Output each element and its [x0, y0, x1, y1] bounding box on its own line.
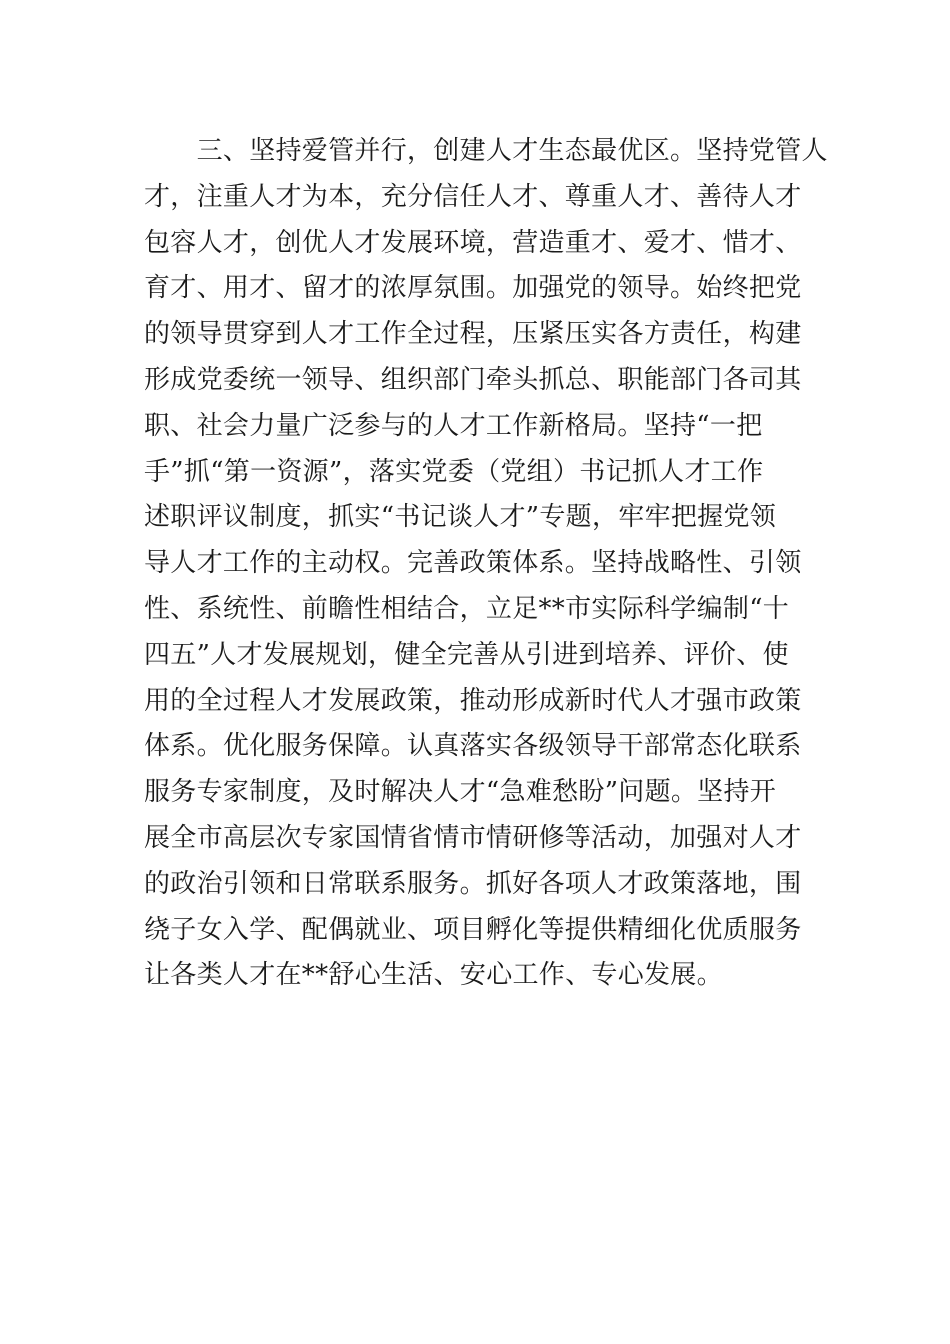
paragraph-line: 职、社会力量广泛参与的人才工作新格局。坚持“一把: [144, 410, 763, 441]
paragraph-line: 用的全过程人才发展政策，推动形成新时代人才强市政策: [144, 685, 802, 716]
paragraph-line: 服务专家制度，及时解决人才“急难愁盼”问题。坚持开: [144, 777, 777, 808]
paragraph-line: 体系。优化服务保障。认真落实各级领导干部常态化联系: [144, 731, 802, 762]
paragraph-line: 形成党委统一领导、组织部门牵头抓总、职能部门各司其: [144, 364, 802, 395]
paragraph-line: 性、系统性、前瞻性相结合，立足**市实际科学编制“十: [144, 593, 790, 624]
paragraph-line: 的政治引领和日常联系服务。抓好各项人才政策落地，围: [144, 868, 802, 899]
paragraph-line: 才，注重人才为本，充分信任人才、尊重人才、善待人才: [144, 181, 802, 212]
paragraph-line: 的领导贯穿到人才工作全过程，压紧压实各方责任，构建: [144, 319, 802, 350]
paragraph-line: 展全市高层次专家国情省情市情研修等活动，加强对人才: [144, 822, 802, 853]
paragraph-line: 导人才工作的主动权。完善政策体系。坚持战略性、引领: [144, 548, 802, 579]
paragraph-line: 育才、用才、留才的浓厚氛围。加强党的领导。始终把党: [144, 273, 802, 304]
paragraph-line: 让各类人才在**舒心生活、安心工作、专心发展。: [144, 960, 723, 991]
paragraph-line: 四五”人才发展规划，健全完善从引进到培养、评价、使: [144, 639, 789, 670]
paragraph-line: 三、坚持爱管并行，创建人才生态最优区。坚持党管人: [144, 136, 828, 166]
paragraph-line: 包容人才，创优人才发展环境，营造重才、爱才、惜才、: [144, 227, 802, 258]
paragraph-line: 绕子女入学、配偶就业、项目孵化等提供精细化优质服务: [144, 914, 802, 945]
paragraph-line: 述职评议制度，抓实“书记谈人才”专题，牢牢把握党领: [144, 502, 777, 533]
paragraph-line: 手”抓“第一资源”，落实党委（党组）书记抓人才工作: [144, 456, 764, 487]
body-paragraph: [144, 129, 828, 999]
